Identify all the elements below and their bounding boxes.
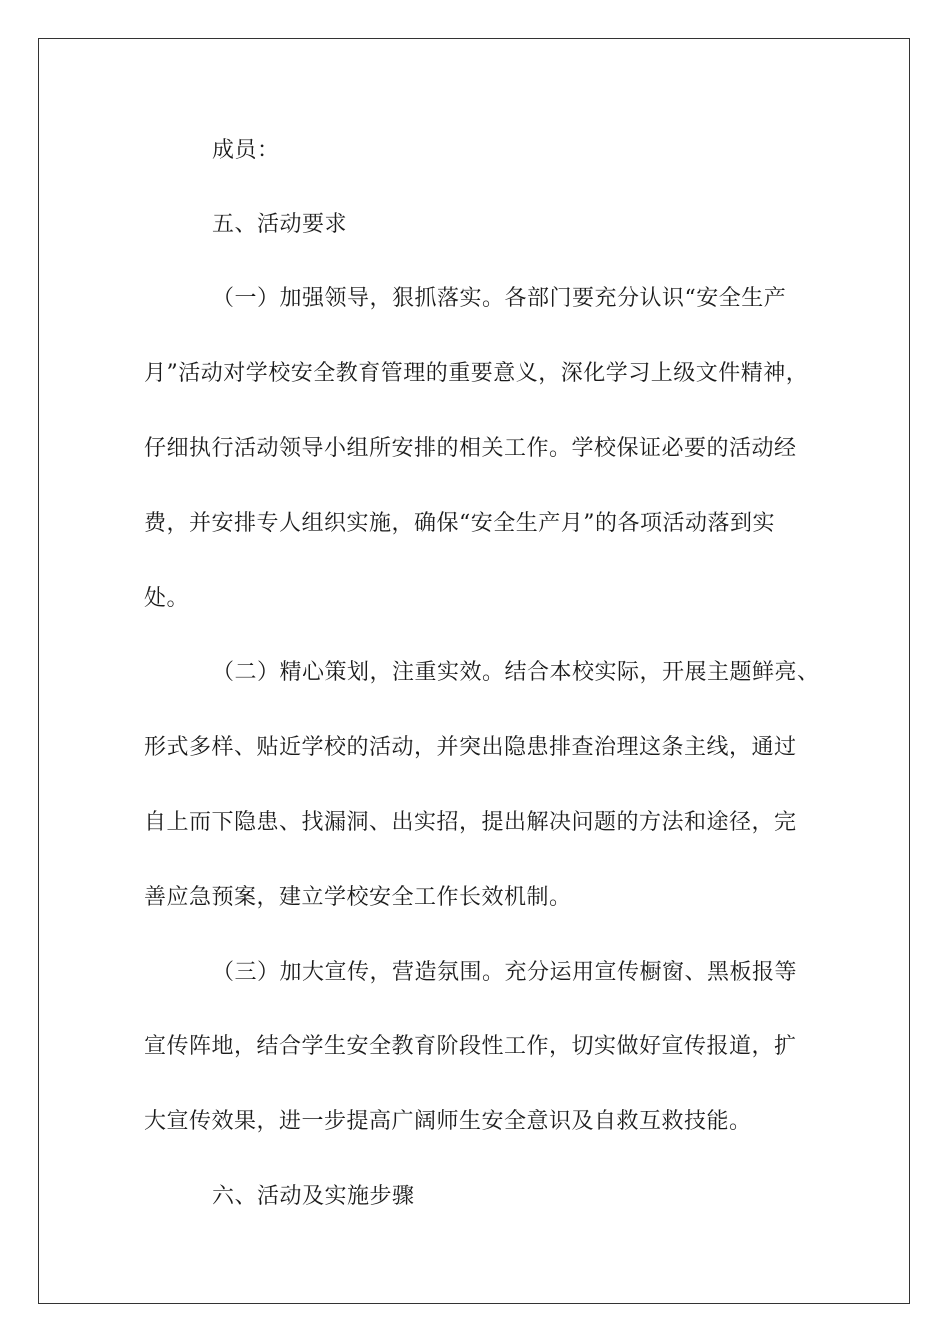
paragraph-1-line-4: 费，并安排专人组织实施，确保“安全生产月”的各项活动落到实 xyxy=(144,511,775,536)
paragraph-2-line-1: （二）精心策划，注重实效。结合本校实际，开展主题鲜亮、 xyxy=(212,660,820,685)
section-heading-6: 六、活动及实施步骤 xyxy=(212,1184,415,1209)
paragraph-1-line-2: 月”活动对学校安全教育管理的重要意义，深化学习上级文件精神， xyxy=(144,361,809,386)
paragraph-1-line-1: （一）加强领导，狠抓落实。各部门要充分认识“安全生产 xyxy=(212,286,787,311)
paragraph-3-line-3: 大宣传效果，进一步提高广阔师生安全意识及自救互救技能。 xyxy=(144,1109,752,1134)
paragraph-3-line-2: 宣传阵地，结合学生安全教育阶段性工作，切实做好宣传报道，扩 xyxy=(144,1034,797,1059)
paragraph-1-line-3: 仔细执行活动领导小组所安排的相关工作。学校保证必要的活动经 xyxy=(144,436,797,461)
paragraph-2-line-4: 善应急预案，建立学校安全工作长效机制。 xyxy=(144,885,572,910)
paragraph-2-line-3: 自上而下隐患、找漏洞、出实招，提出解决问题的方法和途径，完 xyxy=(144,810,797,835)
paragraph-3-line-1: （三）加大宣传，营造氛围。充分运用宣传橱窗、黑板报等 xyxy=(212,960,798,985)
member-label: 成员： xyxy=(212,138,280,163)
section-heading-5: 五、活动要求 xyxy=(212,212,348,237)
paragraph-1-line-5: 处。 xyxy=(144,586,190,611)
paragraph-2-line-2: 形式多样、贴近学校的活动，并突出隐患排查治理这条主线，通过 xyxy=(144,735,797,760)
